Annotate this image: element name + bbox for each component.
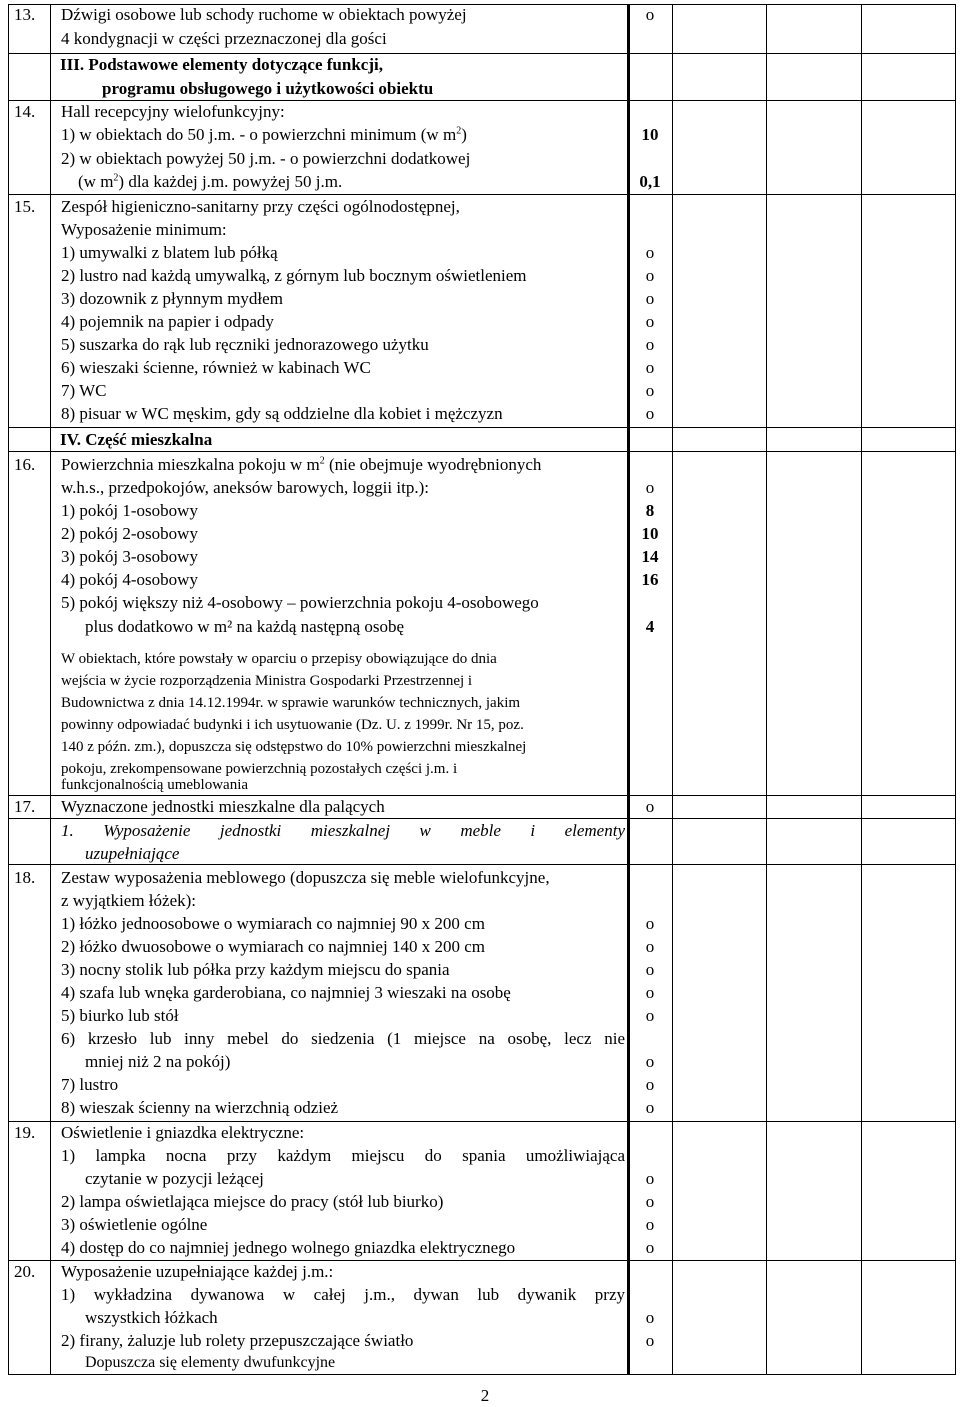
text: ) bbox=[461, 125, 467, 144]
row-16-line-2: w.h.s., przedpokojów, aneksów barowych, loggii itp.): bbox=[61, 478, 429, 497]
row-17-title: Wyznaczone jednostki mieszkalne dla palących bbox=[61, 797, 385, 816]
row-19-title: Oświetlenie i gniazdka elektryczne: bbox=[61, 1123, 305, 1142]
row-20-note: Dopuszcza się elementy dwufunkcyjne bbox=[85, 1354, 336, 1371]
row-14-item-1 bbox=[61, 124, 467, 146]
row-number: 18. bbox=[14, 868, 36, 887]
list-item-value: o bbox=[645, 983, 655, 1002]
list-item: 1) umywalki z blatem lub półką bbox=[61, 243, 278, 262]
table-divider-col4 bbox=[766, 4, 767, 1374]
list-item: 4) pokój 4-osobowy bbox=[61, 570, 198, 589]
row-14-item-2-value: 0,1 bbox=[639, 172, 661, 191]
list-item: 3) nocny stolik lub półka przy każdym miejscu do spania bbox=[61, 960, 450, 979]
row-18-line-2: z wyjątkiem łóżek): bbox=[61, 891, 197, 910]
note-line: powinny odpowiadać budynki i ich usytuowanie (Dz. U. z 1999r. Nr 15, poz. bbox=[61, 717, 524, 733]
row-number: 14. bbox=[14, 102, 36, 121]
list-item-value: o bbox=[645, 914, 655, 933]
list-item-value: o bbox=[645, 1192, 655, 1211]
row-number: 16. bbox=[14, 455, 36, 474]
list-item: 5) suszarka do rąk lub ręczniki jednorazowego użytku bbox=[61, 335, 429, 354]
row-13-line-1: Dźwigi osobowe lub schody ruchome w obiektach powyżej bbox=[61, 5, 467, 24]
row-number: 19. bbox=[14, 1123, 36, 1142]
row-16-line-1 bbox=[61, 454, 541, 476]
list-item: 3) pokój 3-osobowy bbox=[61, 547, 198, 566]
list-item-value: o bbox=[645, 266, 655, 285]
list-item-value: o bbox=[645, 937, 655, 956]
note-line: funkcjonalnością umeblowania bbox=[61, 777, 249, 793]
list-item-value: o bbox=[645, 1308, 655, 1327]
list-item: 6) wieszaki ścienne, również w kabinach WC bbox=[61, 358, 371, 377]
text: ) dla każdej j.m. powyżej 50 j.m. bbox=[118, 172, 343, 191]
superscript: 2 bbox=[319, 455, 325, 467]
section-iii-heading: III. Podstawowe elementy dotyczące funkcji, bbox=[60, 55, 383, 74]
list-item-value: 4 bbox=[645, 617, 655, 636]
list-item: 1) łóżko jednoosobowe o wymiarach co najmniej 90 x 200 cm bbox=[61, 914, 485, 933]
text: (nie obejmuje wyodrębnionych bbox=[324, 455, 542, 474]
row-number: 13. bbox=[14, 5, 36, 24]
table-divider-col5 bbox=[861, 4, 862, 1374]
row-14-item-2-cont bbox=[78, 171, 342, 193]
list-item: 2) łóżko dwuosobowe o wymiarach co najmniej 140 x 200 cm bbox=[61, 937, 485, 956]
subheading-line-2: uzupełniające bbox=[85, 844, 180, 863]
row-14-title: Hall recepcyjny wielofunkcyjny: bbox=[61, 102, 285, 121]
table-divider-col3 bbox=[672, 4, 673, 1374]
list-item: 1) wykładzina dywanowa w całej j.m., dywan lub dywanik przy bbox=[61, 1285, 625, 1304]
list-item: 4) szafa lub wnęka garderobiana, co najmniej 3 wieszaki na osobę bbox=[61, 983, 511, 1002]
list-item-value: o bbox=[645, 1075, 655, 1094]
table-border-right bbox=[955, 4, 956, 1374]
subheading-line-1: 1. Wyposażenie jednostki mieszkalnej w meble i elementy bbox=[61, 821, 625, 840]
row-15-title: Zespół higieniczno-sanitarny przy części ogólnodostępnej, bbox=[61, 197, 460, 216]
table-border-left bbox=[8, 4, 9, 1374]
list-item-value: o bbox=[645, 404, 655, 423]
list-item-value: 8 bbox=[645, 501, 655, 520]
row-15-subtitle: Wyposażenie minimum: bbox=[61, 220, 227, 239]
list-item-value: o bbox=[645, 243, 655, 262]
row-16-value: o bbox=[645, 478, 655, 497]
list-item-value: o bbox=[645, 1006, 655, 1025]
list-item-value: 14 bbox=[641, 547, 659, 566]
row-number: 17. bbox=[14, 797, 36, 816]
note-line: pokoju, zrekompensowane powierzchnią pozostałych części j.m. i bbox=[61, 761, 458, 777]
list-item-cont: czytanie w pozycji leżącej bbox=[85, 1169, 264, 1188]
list-item-value: o bbox=[645, 358, 655, 377]
list-item-value: o bbox=[645, 312, 655, 331]
text: Powierzchnia mieszkalna pokoju w m bbox=[61, 455, 320, 474]
row-18-line-1: Zestaw wyposażenia meblowego (dopuszcza się meble wielofunkcyjne, bbox=[61, 868, 550, 887]
list-item: 6) krzesło lub inny mebel do siedzenia (1 miejsce na osobę, lecz nie bbox=[61, 1029, 625, 1048]
list-item-value: o bbox=[645, 1331, 655, 1350]
row-line bbox=[8, 451, 956, 452]
section-iv-heading: IV. Część mieszkalna bbox=[60, 430, 213, 449]
list-item: 4) dostęp do co najmniej jednego wolnego gniazdka elektrycznego bbox=[61, 1238, 516, 1257]
list-item: 7) lustro bbox=[61, 1075, 119, 1094]
list-item-value: 16 bbox=[641, 570, 659, 589]
table-divider-number bbox=[50, 4, 51, 1374]
list-item: 3) oświetlenie ogólne bbox=[61, 1215, 208, 1234]
list-item-cont: wszystkich łóżkach bbox=[85, 1308, 218, 1327]
list-item: 8) pisuar w WC męskim, gdy są oddzielne dla kobiet i mężczyzn bbox=[61, 404, 503, 423]
list-item-value: o bbox=[645, 1098, 655, 1117]
list-item-value: o bbox=[645, 1215, 655, 1234]
note-line: W obiektach, które powstały w oparciu o przepisy obowiązujące do dnia bbox=[61, 651, 497, 667]
row-number: 20. bbox=[14, 1262, 36, 1281]
list-item: 2) pokój 2-osobowy bbox=[61, 524, 198, 543]
section-iii-heading-2: programu obsługowego i użytkowości obiektu bbox=[102, 79, 434, 98]
list-item-value: o bbox=[645, 960, 655, 979]
list-item: 1) pokój 1-osobowy bbox=[61, 501, 198, 520]
superscript: 2 bbox=[456, 125, 462, 137]
row-13-value: o bbox=[645, 5, 655, 24]
list-item-value: o bbox=[645, 381, 655, 400]
list-item-cont: mniej niż 2 na pokój) bbox=[85, 1052, 231, 1071]
list-item-value: 10 bbox=[641, 524, 659, 543]
list-item: 7) WC bbox=[61, 381, 107, 400]
row-line bbox=[8, 194, 956, 195]
row-14-item-2: 2) w obiektach powyżej 50 j.m. - o powierzchni dodatkowej bbox=[61, 149, 471, 168]
list-item: 3) dozownik z płynnym mydłem bbox=[61, 289, 283, 308]
list-item: 4) pojemnik na papier i odpady bbox=[61, 312, 274, 331]
row-line bbox=[8, 1374, 956, 1375]
row-14-item-1-value: 10 bbox=[641, 125, 659, 144]
row-number: 15. bbox=[14, 197, 36, 216]
list-item-value: o bbox=[645, 289, 655, 308]
list-item-value: o bbox=[645, 1052, 655, 1071]
row-13-line-2: 4 kondygnacji w części przeznaczonej dla gości bbox=[61, 29, 387, 48]
row-20-title: Wyposażenie uzupełniające każdej j.m.: bbox=[61, 1262, 334, 1281]
list-item: 2) lampa oświetlająca miejsce do pracy (stół lub biurko) bbox=[61, 1192, 444, 1211]
superscript: 2 bbox=[113, 172, 119, 184]
list-item: 5) pokój większy niż 4-osobowy – powierzchnia pokoju 4-osobowego bbox=[61, 593, 539, 612]
list-item: 5) biurko lub stół bbox=[61, 1006, 179, 1025]
list-item-cont: plus dodatkowo w m² na każdą następną osobę bbox=[85, 617, 405, 636]
list-item: 1) lampka nocna przy każdym miejscu do spania umożliwiająca bbox=[61, 1146, 625, 1165]
page-number: 2 bbox=[480, 1386, 490, 1405]
list-item-value: o bbox=[645, 335, 655, 354]
text: (w m bbox=[78, 172, 114, 191]
text: 1) w obiektach do 50 j.m. - o powierzchni minimum (w m bbox=[61, 125, 457, 144]
list-item: 2) firany, żaluzje lub rolety przepuszczające światło bbox=[61, 1331, 414, 1350]
row-line bbox=[8, 818, 956, 819]
list-item: 8) wieszak ścienny na wierzchnią odzież bbox=[61, 1098, 339, 1117]
list-item-value: o bbox=[645, 1169, 655, 1188]
row-line bbox=[8, 427, 956, 428]
note-line: wejścia w życie rozporządzenia Ministra Gospodarki Przestrzennej i bbox=[61, 673, 473, 689]
note-line: Budownictwa z dnia 14.12.1994r. w sprawie warunków technicznych, jakim bbox=[61, 695, 521, 711]
note-line: 140 z późn. zm.), dopuszcza się odstępstwo do 10% powierzchni mieszkalnej bbox=[61, 739, 527, 755]
list-item: 2) lustro nad każdą umywalką, z górnym lub bocznym oświetleniem bbox=[61, 266, 527, 285]
row-17-value: o bbox=[645, 797, 655, 816]
list-item-value: o bbox=[645, 1238, 655, 1257]
